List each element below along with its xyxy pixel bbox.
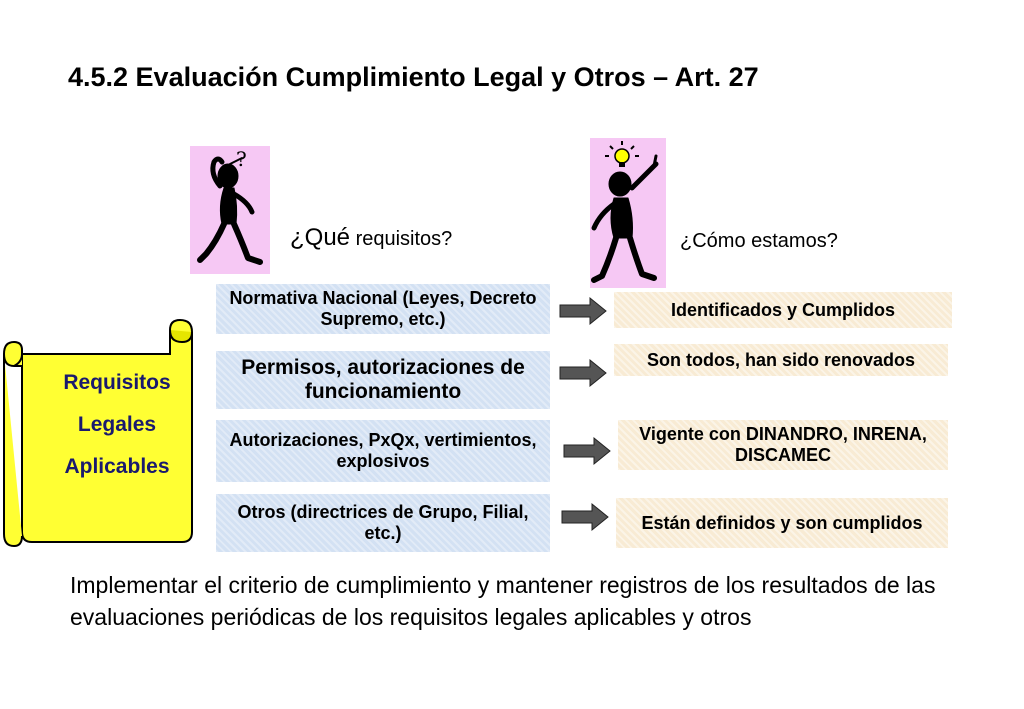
footer-paragraph: Implementar el criterio de cumplimiento y mantener registros de los resultados de las evaluaciones periódicas de los requisitos legales aplicables y otros xyxy=(70,572,936,630)
status-box-identified: Identificados y Cumplidos xyxy=(614,292,952,328)
requirement-box-authorizations: Autorizaciones, PxQx, vertimientos, explosivos xyxy=(216,420,550,482)
thinking-figure-image xyxy=(190,146,270,274)
idea-person-icon xyxy=(590,138,666,288)
scroll-line-1: Requisitos xyxy=(63,371,171,394)
question-what-requirements: ¿Qué requisitos? xyxy=(290,224,453,251)
confused-person-icon xyxy=(190,146,270,274)
scroll-label xyxy=(32,362,202,488)
status-box-defined: Están definidos y son cumplidos xyxy=(616,498,948,548)
scroll-line-3: Aplicables xyxy=(64,455,170,478)
arrow-right-icon xyxy=(558,358,608,388)
idea-figure-image xyxy=(590,138,666,288)
requirement-box-national: Normativa Nacional (Leyes, Decreto Supremo, etc.) xyxy=(216,284,550,334)
scroll-line-2: Legales xyxy=(77,413,157,436)
arrow-right-icon xyxy=(558,296,608,326)
requirement-box-permits: Permisos, autorizaciones de funcionamiento xyxy=(216,351,550,409)
status-box-valid: Vigente con DINANDRO, INRENA, DISCAMEC xyxy=(618,420,948,470)
question-mark-icon: ? xyxy=(236,147,247,171)
status-box-renewed: Son todos, han sido renovados xyxy=(614,344,948,376)
requirement-box-others: Otros (directrices de Grupo, Filial, etc.) xyxy=(216,494,550,552)
arrow-right-icon xyxy=(562,436,612,466)
lightbulb-icon xyxy=(605,141,639,167)
question-how-are-we: ¿Cómo estamos? xyxy=(680,230,838,252)
page-title: 4.5.2 Evaluación Cumplimiento Legal y Otros – Art. 27 xyxy=(68,62,759,92)
arrow-right-icon xyxy=(560,502,610,532)
